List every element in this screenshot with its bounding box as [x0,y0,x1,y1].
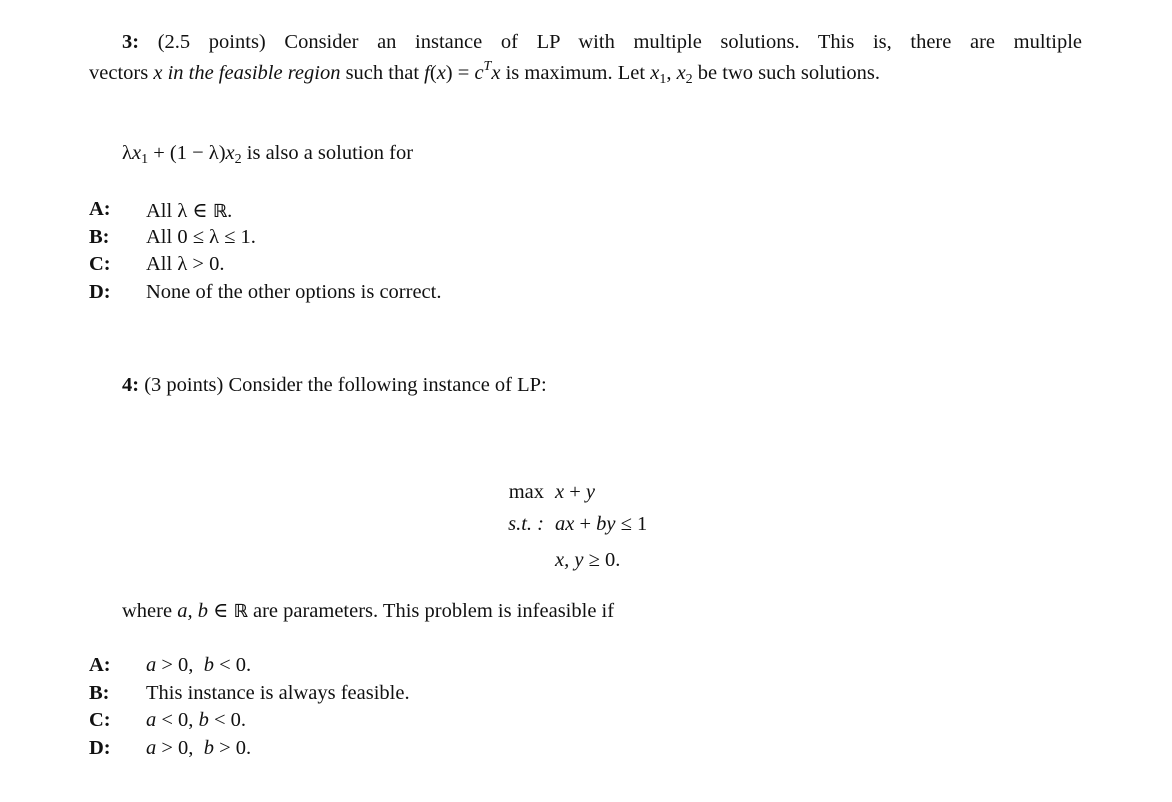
q3-intro: Consider an instance of LP with multiple solutions. This is, there are multiple [284,31,1082,53]
q4-var: a [146,709,157,731]
q4-where-line [122,598,614,623]
lp-var: x, y [555,549,584,571]
q3-number: 3: [122,31,140,53]
q3-option-letter: D: [89,281,111,303]
q3-stem-subscript: 2 [234,152,242,167]
lp-objective [555,481,595,504]
q4-text: ∈ [207,600,234,622]
q4-option-text-part: > 0. [213,737,252,759]
q4-number: 4: [122,374,140,396]
q4-option-text-part: > 0, [156,737,204,759]
q4-option-text-part: < 0, [156,709,199,731]
lp-var: by [596,513,616,535]
q3-var: c [474,62,484,84]
q3-text: ( [429,62,437,84]
lp-op: + [574,513,597,535]
q3-var: x [650,62,660,84]
q3-stem-part: λ [122,142,132,164]
q4-option-text-part: < 0. [213,654,252,676]
lp-op: + [564,481,586,503]
q4-option-text: This instance is always feasible. [146,682,410,704]
lp-st-text: s.t. : [508,513,544,535]
q3-stem-part: is also a solution for [246,142,414,164]
q4-symbol: ℝ [233,601,248,622]
q4-option-letter: D: [89,737,111,759]
q4-var: a [146,737,157,759]
q3-stem-var: x [131,142,142,164]
q4-option-text [146,709,246,732]
lp-constraint-1 [555,513,647,536]
q3-option-text-part: All λ ∈ [146,200,213,222]
lp-var: y [585,481,596,503]
q4-var: a [146,654,157,676]
q3-text: vectors [89,62,149,84]
q4-option-text [146,737,251,760]
lp-op: ≥ 0. [583,549,621,571]
lp-constraint-2 [555,549,620,572]
q3-text: such that [345,62,420,84]
q3-option-letter: B: [89,226,110,248]
q3-superscript: T [483,59,492,74]
lp-op: ≤ 1 [615,513,648,535]
q3-emphasis: in the feasible region [167,62,341,84]
q4-intro: Consider the following instance of LP: [228,374,547,396]
q3-text: be two such solutions. [697,62,881,84]
lp-max-label: max [508,481,544,503]
q3-var: x [153,62,163,84]
q3-stem-var: x [225,142,235,164]
q3-option-text-part: . [227,200,233,222]
q3-option-text [146,198,232,223]
q3-text: ) = [445,62,470,84]
q3-subscript: 1 [659,72,667,87]
q4-option-text-part: > 0, [156,654,204,676]
q4-var: a, b [177,600,208,622]
q4-var: b [198,709,209,731]
lp-st-label [464,513,544,536]
q3-heading-line2 [89,59,880,88]
q3-var: f [424,62,430,84]
q3-text: is maximum. Let [505,62,646,84]
q4-option-letter: B: [89,682,110,704]
q3-option-text: All 0 ≤ λ ≤ 1. [146,226,256,248]
q4-var: b [203,654,214,676]
q4-option-text-part: < 0. [208,709,246,731]
q4-option-text [146,654,251,677]
q3-stem-subscript: 1 [141,152,149,167]
q3-points: (2.5 points) [157,31,266,53]
q4-points: (3 points) [144,374,224,396]
lp-var: x [555,481,565,503]
q4-text: where [122,600,173,622]
q3-stem [122,142,413,168]
q4-option-letter: C: [89,709,111,731]
q4-var: b [203,737,214,759]
q3-option-letter: C: [89,253,111,275]
q3-option-symbol: ℝ [212,201,228,222]
q3-stem-part: + (1 − λ) [148,142,226,164]
q3-subscript: 2 [685,72,693,87]
q3-option-text: None of the other options is correct. [146,281,442,303]
q3-text: , [666,62,672,84]
lp-var: ax [555,513,575,535]
q3-heading-line [122,31,1082,54]
q4-text: are parameters. This problem is infeasible if [247,600,615,622]
q4-heading [122,374,547,397]
q3-var: x [436,62,446,84]
q3-option-text: All λ > 0. [146,253,225,275]
q3-option-letter: A: [89,198,111,220]
q3-var: x [491,62,501,84]
q4-option-letter: A: [89,654,111,676]
q3-var: x [676,62,686,84]
